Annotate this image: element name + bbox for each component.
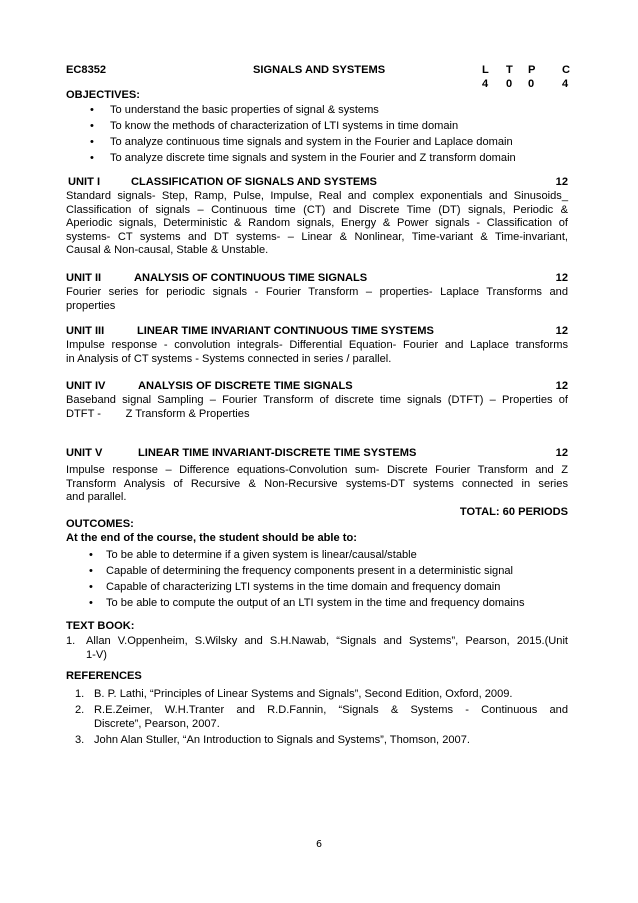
unit-3-heading bbox=[66, 325, 568, 339]
unit-title: ANALYSIS OF DISCRETE TIME SIGNALS bbox=[138, 380, 353, 392]
unit-4-heading bbox=[66, 380, 568, 394]
textbook-entry: Allan V.Oppenheim, S.Wilsky and S.H.Nawab, “Signals and Systems”, Pearson, 2015.(Unit 1-V) bbox=[86, 635, 568, 661]
unit-code: UNIT III bbox=[66, 325, 105, 337]
unit-title: LINEAR TIME INVARIANT CONTINUOUS TIME SYSTEMS bbox=[137, 325, 434, 337]
bullet-icon: • bbox=[89, 565, 93, 577]
unit-2-content: Fourier series for periodic signals - Fourier Transform – properties- Laplace Transforms and properties bbox=[66, 286, 568, 312]
ltpc-label-p: P bbox=[528, 64, 536, 76]
ltpc-value-c: 4 bbox=[562, 78, 569, 90]
objectives-heading: OBJECTIVES: bbox=[66, 89, 140, 101]
ltpc-value-t: 0 bbox=[506, 78, 513, 90]
unit-title: ANALYSIS OF CONTINUOUS TIME SIGNALS bbox=[134, 272, 368, 284]
reference-number: 2. bbox=[75, 704, 85, 716]
unit-hours: 12 bbox=[555, 272, 568, 284]
bullet-icon: • bbox=[89, 549, 93, 561]
bullet-icon: • bbox=[90, 152, 94, 164]
unit-hours: 12 bbox=[555, 176, 568, 188]
ltpc-label-l: L bbox=[482, 64, 489, 76]
unit-3-content: Impulse response - convolution integrals- Differential Equation- Fourier and Laplace transforms in Analysis of CT systems - Systems connected in series / parallel. bbox=[66, 339, 568, 365]
unit-code: UNIT IV bbox=[66, 380, 106, 392]
reference-number: 1. bbox=[75, 688, 85, 700]
page-number: 6 bbox=[315, 839, 323, 850]
bullet-icon: • bbox=[90, 120, 94, 132]
unit-5-heading bbox=[66, 447, 568, 461]
unit-title: LINEAR TIME INVARIANT-DISCRETE TIME SYSTEMS bbox=[138, 447, 417, 459]
ltpc-label-t: T bbox=[506, 64, 513, 76]
references-heading: REFERENCES bbox=[66, 670, 142, 682]
syllabus-page: EC8352 SIGNALS AND SYSTEMS L T P C 4 0 0 4 OBJECTIVES: • To understand the basic properties of signal & systems • To know the methods of characterization of LTI systems in time domain • To analyze continuous time signals and system in the Fourier and Laplace domain • To analyze discrete time signals and system in the Fourier and Z transform domain UNIT I CLASSIFICATION OF SIGNALS AND SYSTEMS 12 Standard signals- Step, Ramp, Pulse, Impulse, Real and complex exponentials and Sinusoids_ Classification of signals – Continuous time (CT) and Discrete Time (DT) signals, Periodic & Aperiodic signals, Deterministic & Random signals, Energy & Power signals - Classification of systems- CT systems and DT systems- – Linear & Nonlinear, Time-variant & Time-invariant, Causal & Non-causal, Stable & Unstable. UNIT II ANALYSIS OF CONTINUOUS TIME SIGNALS 12 Fourier series for periodic signals - Fourier Transform – properties- Laplace Transforms and properties UNIT III LINEAR TIME INVARIANT CONTINUOUS TIME SYSTEMS 12 Impulse response - convolution integrals- Differential Equation- Fourier and Laplace transforms in Analysis of CT systems - Systems connected in series / parallel. UNIT IV ANALYSIS OF DISCRETE TIME SIGNALS 12 Baseband signal Sampling – Fourier Transform of discrete time signals (DTFT) – Properties of DTFT - Z Transform & Properties UNIT V LINEAR TIME INVARIANT-DISCRETE TIME SYSTEMS 12 Impulse response – Difference equations-Convolution sum- Discrete Fourier Transform and Z Transform Analysis of Recursive & Non-Recursive systems-DT systems connected in series and parallel. TOTAL: 60 PERIODS OUTCOMES: At the end of the course, the student should be able to: • To be able to determine if a given system is linear/causal/stable • Capable of determining the frequency components present in a deterministic signal • Capable of characterizing LTI systems in the time domain and frequency domain • To be able to compute the output of an LTI system in the time and frequency domains TEXT BOOK: 1. Allan V.Oppenheim, S.Wilsky and S.H.Nawab, “Signals and Systems”, Pearson, 2015.(Unit 1-V) REFERENCES 1. B. P. Lathi, “Principles of Linear Systems and Signals”, Second Edition, Oxford, 2009. 2. R.E.Zeimer, W.H.Tranter and R.D.Fannin, “Signals & Systems - Continuous and Discrete”, Pearson, 2007. 3. John Alan Stuller, “An Introduction to Signals and Systems”, Thomson, 2007. 6 bbox=[0, 0, 638, 903]
textbook-number: 1. bbox=[66, 635, 76, 647]
ltpc-label-c: C bbox=[562, 64, 571, 76]
reference-number: 3. bbox=[75, 734, 85, 746]
unit-hours: 12 bbox=[555, 380, 568, 392]
unit-code: UNIT V bbox=[66, 447, 103, 459]
total-periods: TOTAL: 60 PERIODS bbox=[459, 506, 568, 518]
unit-1-heading bbox=[66, 176, 568, 190]
unit-1-content: Standard signals- Step, Ramp, Pulse, Impulse, Real and complex exponentials and Sinusoids_ Classification of signals – Continuous time (CT) and Discrete Time (DT) signals, Periodic & Aperiodic signals, Deterministic & Random signals, Energy & Power signals - Classification of systems- CT systems and DT systems- – Linear & Nonlinear, Time-variant & Time-invariant, Causal & Non-causal, Stable & Unstable. bbox=[66, 190, 568, 257]
course-code: EC8352 bbox=[66, 64, 107, 76]
ltpc-value-l: 4 bbox=[482, 78, 489, 90]
unit-hours: 12 bbox=[555, 447, 568, 459]
reference-entry: R.E.Zeimer, W.H.Tranter and R.D.Fannin, “Signals & Systems - Continuous and Discrete”, Pearson, 2007. bbox=[94, 704, 568, 730]
outcomes-subheading: At the end of the course, the student should be able to: bbox=[66, 532, 357, 544]
outcomes-heading: OUTCOMES: bbox=[66, 518, 134, 530]
reference-entry: B. P. Lathi, “Principles of Linear Systems and Signals”, Second Edition, Oxford, 2009. bbox=[94, 688, 513, 700]
textbook-heading: TEXT BOOK: bbox=[66, 620, 135, 632]
ltpc-table bbox=[482, 64, 570, 92]
unit-hours: 12 bbox=[555, 325, 568, 337]
bullet-icon: • bbox=[89, 581, 93, 593]
unit-4-content: Baseband signal Sampling – Fourier Transform of discrete time signals (DTFT) – Properties of DTFT - Z Transform & Properties bbox=[66, 394, 568, 420]
unit-code: UNIT II bbox=[66, 272, 102, 284]
unit-5-content: Impulse response – Difference equations-Convolution sum- Discrete Fourier Transform and Z Transform Analysis of Recursive & Non-Recursive systems-DT systems connected in series and parallel. bbox=[66, 464, 568, 504]
unit-title: CLASSIFICATION OF SIGNALS AND SYSTEMS bbox=[131, 176, 377, 188]
unit-2-heading bbox=[66, 272, 568, 286]
unit-code: UNIT I bbox=[68, 176, 101, 188]
reference-entry: John Alan Stuller, “An Introduction to Signals and Systems”, Thomson, 2007. bbox=[94, 734, 470, 746]
ltpc-value-p: 0 bbox=[528, 78, 535, 90]
bullet-icon: • bbox=[90, 136, 94, 148]
bullet-icon: • bbox=[90, 104, 94, 116]
bullet-icon: • bbox=[89, 597, 93, 609]
course-title: SIGNALS AND SYSTEMS bbox=[253, 64, 386, 76]
